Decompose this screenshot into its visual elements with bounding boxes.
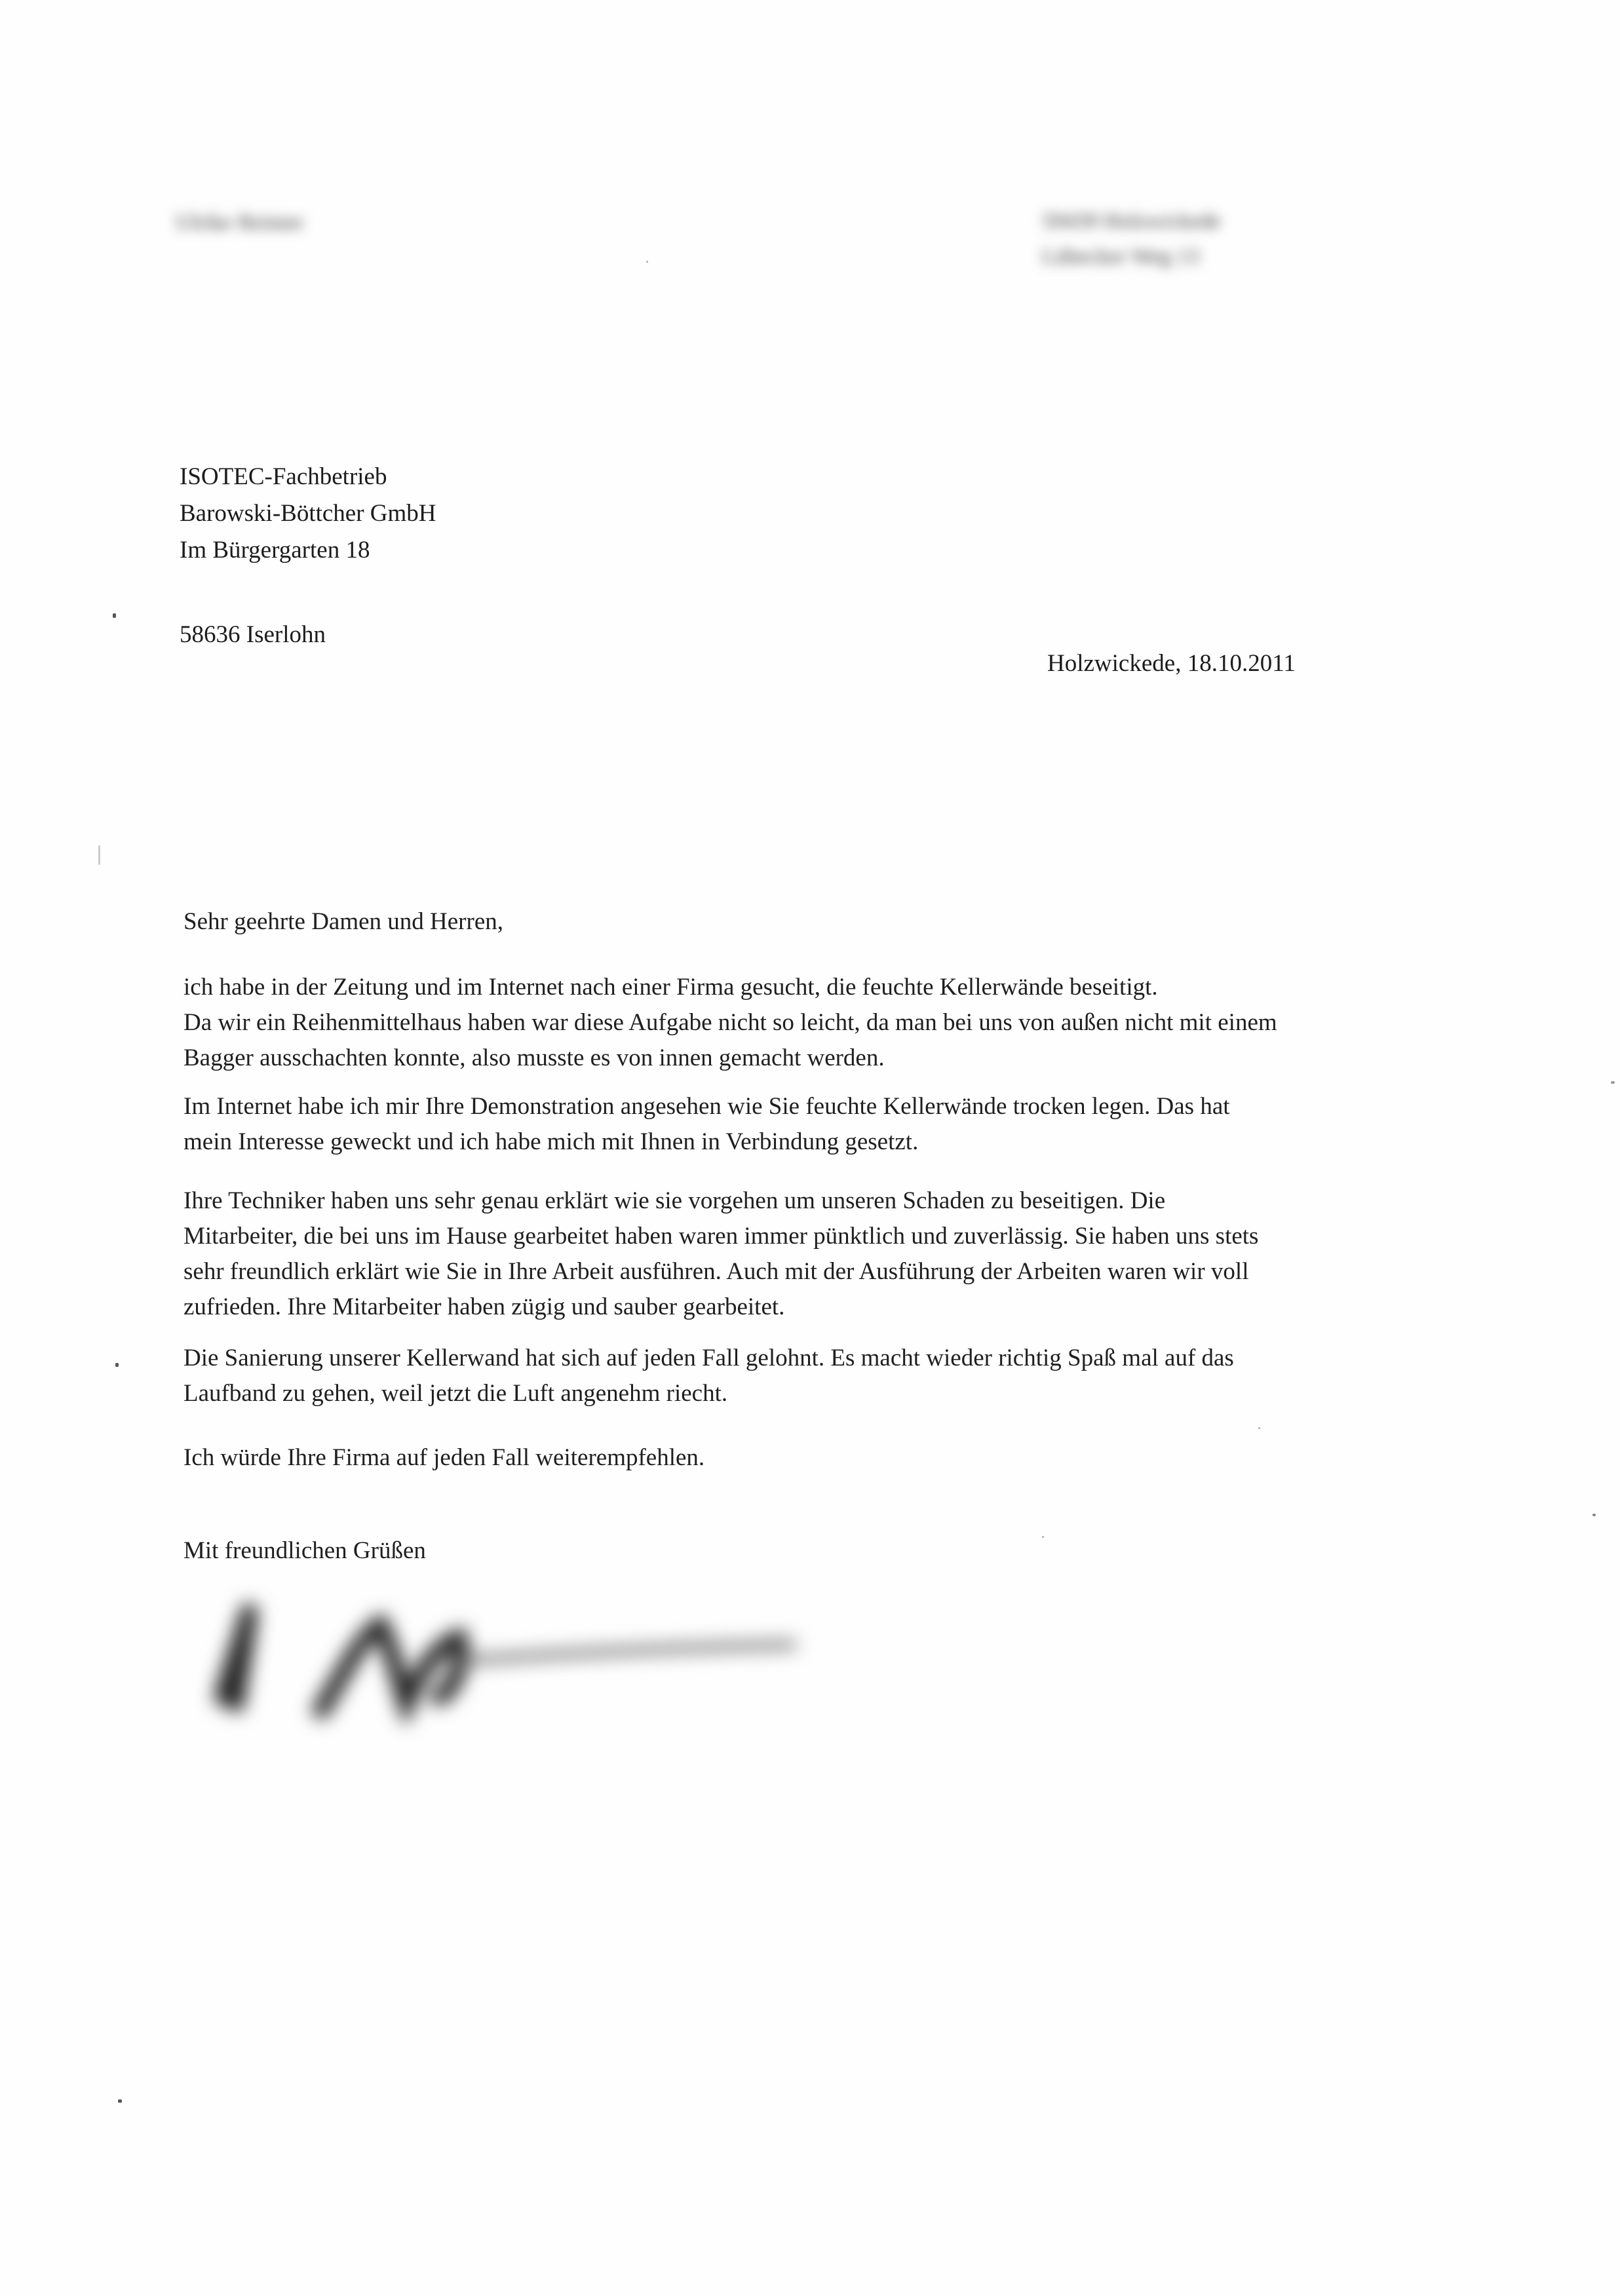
paragraph-line: zufrieden. Ihre Mitarbeiter haben zügig und sauber gearbeitet. [183,1293,785,1320]
sender-address-line1: 59439 Holzwickede [1042,209,1221,233]
paragraph-line: Ich würde Ihre Firma auf jeden Fall weiterempfehlen. [183,1444,705,1471]
paragraph-3 [183,1183,1468,1325]
paragraph-line: mein Interesse geweckt und ich habe mich mit Ihnen in Verbindung gesetzt. [183,1128,919,1155]
paragraph-line: Mitarbeiter, die bei uns im Hause gearbeitet haben waren immer pünktlich und zuverlässig. Sie haben uns stets [183,1223,1259,1250]
paragraph-1 [183,970,1468,1076]
scan-speck [1258,1427,1260,1429]
closing: Mit freundlichen Grüßen [183,1537,426,1564]
recipient-line2: Barowski-Böttcher GmbH [180,500,436,527]
paragraph-line: Im Internet habe ich mir Ihre Demonstration angesehen wie Sie feuchte Kellerwände trocken legen. Das hat [183,1093,1230,1120]
scan-speck [1042,1536,1044,1538]
paragraph-line: ich habe in der Zeitung und im Internet nach einer Firma gesucht, die feuchte Kellerwände beseitigt. [183,974,1158,1001]
sender-name: Ulrike Reimer [176,210,304,235]
scan-speck [113,613,116,618]
scan-speck [98,845,100,865]
scan-speck [118,2099,122,2103]
place-date: Holzwickede, 18.10.2011 [1047,650,1296,677]
paragraph-line: Laufband zu gehen, weil jetzt die Luft angenehm riecht. [183,1380,728,1407]
recipient-address [180,459,436,569]
scan-speck [1611,1081,1615,1084]
paragraph-line: Bagger ausschachten konnte, also musste es von innen gemacht werden. [183,1044,885,1071]
recipient-city: 58636 Iserlohn [180,621,326,648]
paragraph-line: sehr freundlich erklärt wie Sie in Ihre Arbeit ausführen. Auch mit der Ausführung der Arbeiten waren wir voll [183,1258,1249,1285]
salutation: Sehr geehrte Damen und Herren, [183,908,503,935]
paragraph-4 [183,1341,1468,1411]
paragraph-5 [183,1440,1468,1476]
recipient-line1: ISOTEC-Fachbetrieb [180,463,387,490]
paragraph-2 [183,1089,1468,1160]
scan-speck [1592,1514,1596,1516]
paragraph-line: Da wir ein Reihenmittelhaus haben war diese Aufgabe nicht so leicht, da man bei uns von außen nicht mit einem [183,1009,1277,1036]
recipient-line3: Im Bürgergarten 18 [180,537,370,564]
scan-speck [646,261,648,263]
paragraph-line: Die Sanierung unserer Kellerwand hat sich auf jeden Fall gelohnt. Es macht wieder richtig Spaß mal auf das [183,1345,1234,1371]
signature [203,1599,806,1723]
paragraph-line: Ihre Techniker haben uns sehr genau erklärt wie sie vorgehen um unseren Schaden zu beseitigen. Die [183,1187,1166,1214]
sender-address-line2: Lübecker Weg 13 [1042,244,1200,269]
scan-speck [115,1363,119,1367]
